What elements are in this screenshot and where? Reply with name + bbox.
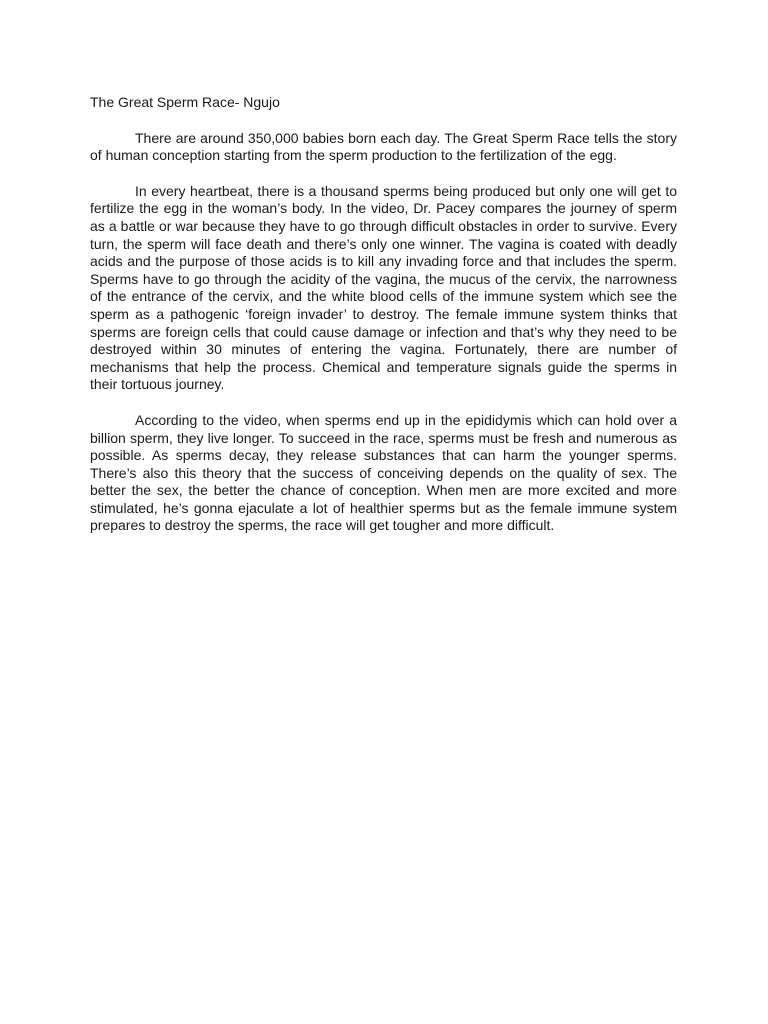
paragraph-journey: In every heartbeat, there is a thousand sperms being produced but only one will get to fertilize the egg in the woman’s body. In the video, Dr. Pacey compares the journey of sperm as a battle or war because they have to go through difficult obstacles in order to survive. Every turn, the sperm will face death and there’s only one winner. The vagina is coated with deadly acids and the purpose of those acids is to kill any invading force and that includes the sperm. Sperms have to go through the acidity of the vagina, the mucus of the cervix, the narrowness of the entrance of the cervix, and the white blood cells of the immune system which see the sperm as a pathogenic ‘foreign invader’ to destroy. The female immune system thinks that sperms are foreign cells that could cause damage or infection and that’s why they need to be destroyed within 30 minutes of entering the vagina. Fortunately, there are number of mechanisms that help the process. Chemical and temperature signals guide the sperms in their tortuous journey. <box>90 182 677 393</box>
document-body <box>90 94 677 553</box>
document-title: The Great Sperm Race- Ngujo <box>90 94 280 110</box>
paragraph-epididymis: According to the video, when sperms end up in the epididymis which can hold over a billion sperm, they live longer. To succeed in the race, sperms must be fresh and numerous as possible. As sperms decay, they release substances that can harm the younger sperms. There’s also this theory that the success of conceiving depends on the quality of sex. The better the sex, the better the chance of conception. When men are more excited and more stimulated, he’s gonna ejaculate a lot of healthier sperms but as the female immune system prepares to destroy the sperms, the race will get tougher and more difficult. <box>90 411 677 534</box>
paragraph-intro: There are around 350,000 babies born each day. The Great Sperm Race tells the story of human conception starting from the sperm production to the fertilization of the egg. <box>90 129 677 164</box>
